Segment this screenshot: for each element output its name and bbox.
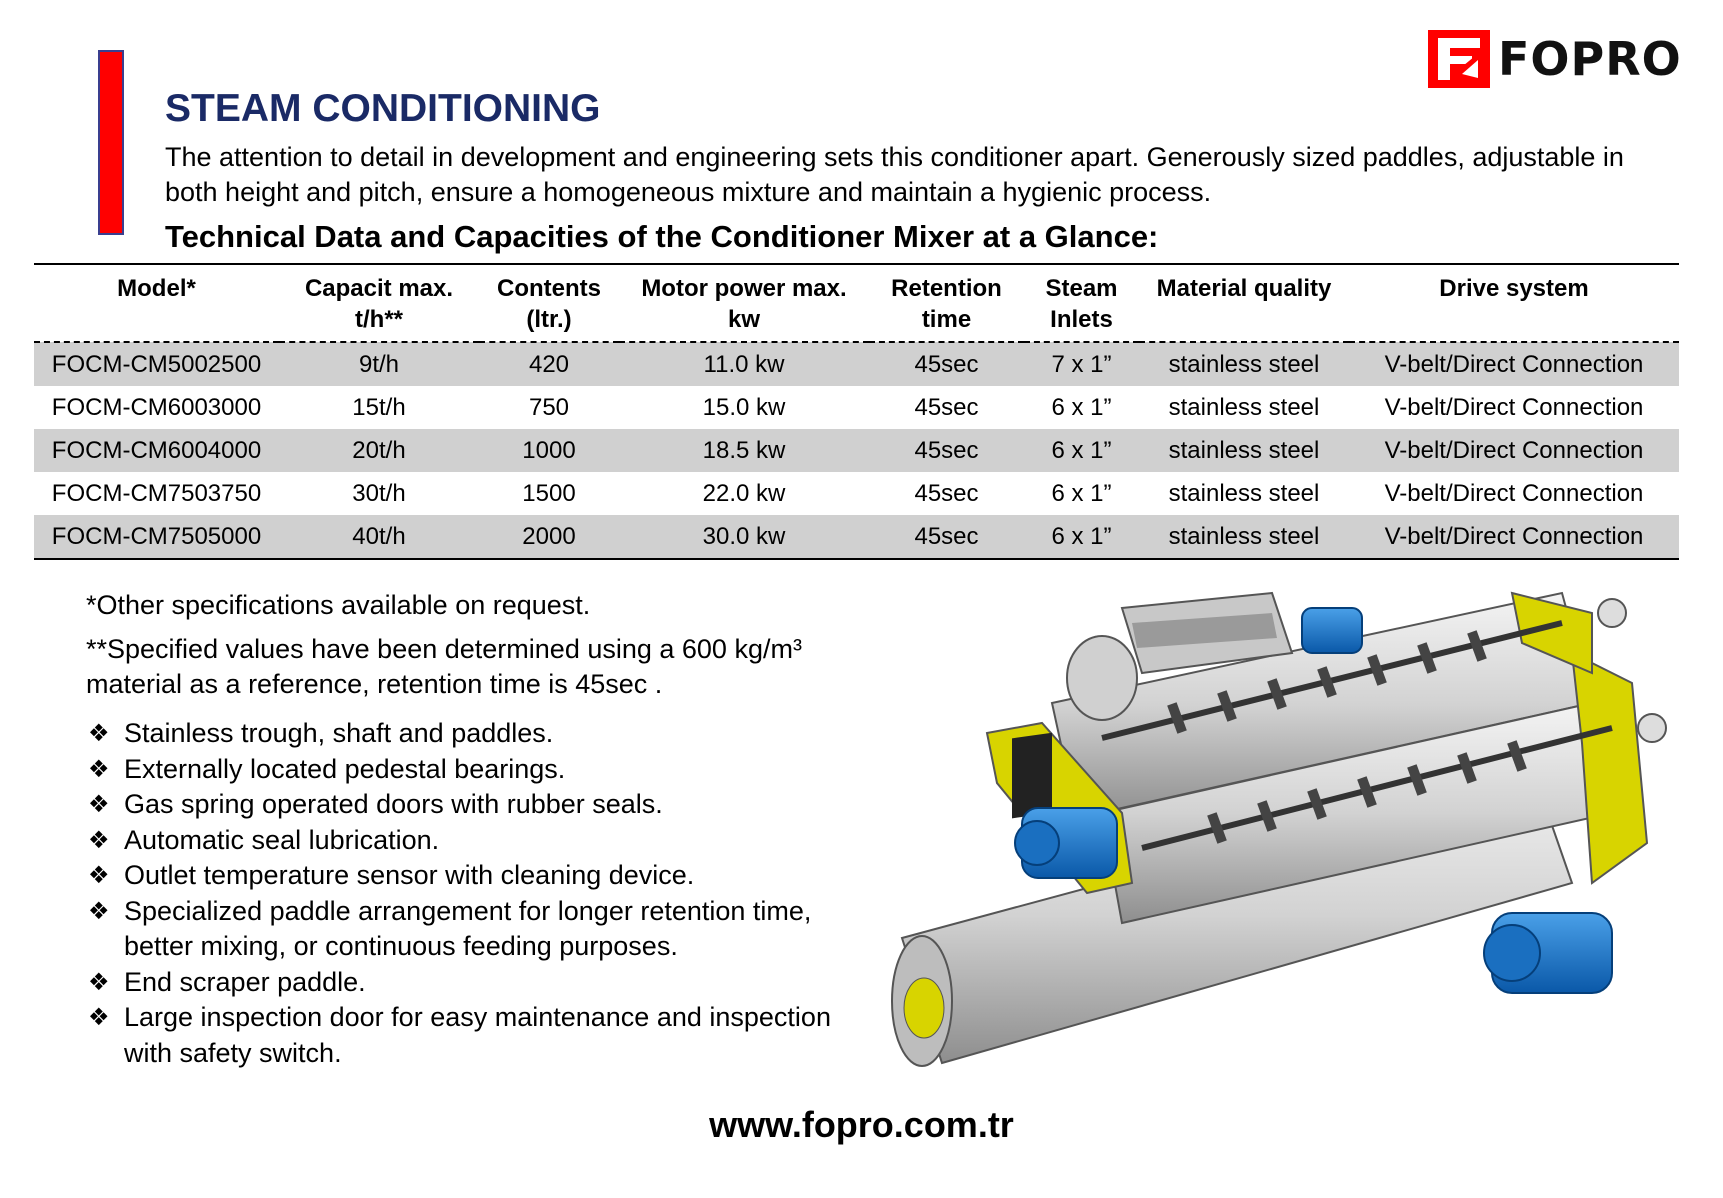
column-header-line: Contents (497, 275, 601, 302)
table-cell: 45sec (914, 480, 979, 507)
table-cell: 20t/h (352, 437, 406, 464)
table-cell: 420 (528, 351, 570, 378)
diamond-bullet-icon: ❖ (88, 791, 110, 818)
table-cell: FOCM-CM7503750 (51, 480, 262, 507)
column-header-line: Model* (117, 275, 196, 302)
column-header (34, 264, 279, 342)
table-cell: stainless steel (1168, 480, 1320, 507)
feature-item (86, 894, 886, 965)
feature-item (86, 716, 886, 752)
table-cell: 6 x 1” (1051, 437, 1112, 464)
feature-item (86, 752, 886, 788)
feature-list (86, 716, 886, 1071)
diamond-bullet-icon: ❖ (88, 755, 110, 783)
notes-section (86, 588, 886, 1071)
table-row (34, 472, 1679, 515)
table-cell: 45sec (914, 394, 979, 421)
table-cell: 9t/h (358, 351, 400, 378)
table-cell: 30t/h (352, 480, 406, 507)
column-header-line: t/h** (355, 306, 403, 333)
feature-item (86, 787, 886, 823)
conditioner-machine-illustration (872, 583, 1682, 1093)
accent-bar (98, 50, 124, 235)
feature-text: Externally located pedestal bearings. (124, 753, 566, 784)
feature-text: Stainless trough, shaft and paddles. (124, 718, 554, 748)
table-cell: V-belt/Direct Connection (1384, 394, 1644, 421)
table-cell: 30.0 kw (702, 523, 786, 550)
logo-text: FOPRO (1498, 32, 1682, 86)
table-cell: FOCM-CM6004000 (51, 437, 262, 464)
website-url: www.fopro.com.tr (709, 1104, 1014, 1145)
diamond-bullet-icon: ❖ (88, 968, 110, 996)
table-subtitle: Technical Data and Capacities of the Conditioner Mixer at a Glance: (165, 219, 1159, 254)
feature-text: End scraper paddle. (124, 966, 366, 997)
table-cell: FOCM-CM7505000 (51, 523, 262, 550)
table-row (34, 515, 1679, 559)
column-header (1024, 264, 1139, 342)
table-cell: V-belt/Direct Connection (1384, 480, 1644, 507)
table-cell: 7 x 1” (1051, 351, 1112, 378)
table-cell: 45sec (914, 523, 979, 550)
table-cell: FOCM-CM6003000 (51, 394, 262, 421)
column-header-line: Drive system (1439, 275, 1589, 302)
table-cell: V-belt/Direct Connection (1384, 523, 1644, 550)
table-row (34, 429, 1679, 472)
column-header-line: Inlets (1050, 306, 1113, 333)
column-header-line: (ltr.) (526, 306, 572, 333)
fopro-logo-mark-icon (1428, 30, 1490, 88)
column-header (479, 264, 619, 342)
column-header (279, 264, 479, 342)
table-cell: 750 (528, 394, 570, 421)
table-cell: 18.5 kw (702, 437, 786, 464)
column-header-line: Capacit max. (304, 275, 454, 302)
column-header-line: Retention (891, 275, 1002, 302)
spec-table (34, 263, 1679, 560)
note-specified-values: **Specified values have been determined using a 600 kg/m³ material as a reference, retention time is 45sec . (86, 634, 802, 699)
table-cell: 1000 (522, 437, 576, 464)
column-header-line: Motor power max. (641, 275, 847, 302)
table-cell: stainless steel (1168, 523, 1320, 550)
table-cell: 6 x 1” (1051, 394, 1112, 421)
spec-table-body (34, 342, 1679, 559)
column-header-line: time (921, 306, 972, 333)
table-cell: 6 x 1” (1051, 480, 1112, 507)
table-cell: 15.0 kw (702, 394, 786, 421)
table-cell: stainless steel (1168, 394, 1320, 421)
fopro-logo (1428, 28, 1682, 90)
column-header (1139, 264, 1349, 342)
feature-text: Outlet temperature sensor with cleaning device. (124, 860, 695, 890)
table-cell: V-belt/Direct Connection (1384, 437, 1644, 464)
diamond-bullet-icon: ❖ (88, 1004, 110, 1031)
table-cell: 45sec (914, 437, 979, 464)
table-cell: 1500 (522, 480, 576, 507)
diamond-bullet-icon: ❖ (88, 826, 110, 854)
table-cell: 22.0 kw (702, 480, 786, 507)
table-cell: 40t/h (352, 523, 406, 550)
column-header-line: kw (727, 306, 760, 333)
table-row (34, 342, 1679, 386)
table-cell: 11.0 kw (703, 351, 785, 378)
feature-text: Specialized paddle arrangement for longer retention time, better mixing, or continuous feeding purposes. (124, 895, 812, 961)
table-cell: stainless steel (1168, 351, 1320, 378)
table-cell: 45sec (914, 351, 979, 378)
feature-item (86, 1000, 886, 1071)
column-header (1349, 264, 1679, 342)
table-row (34, 386, 1679, 429)
page-title: STEAM CONDITIONING (165, 87, 601, 130)
table-cell: 6 x 1” (1051, 523, 1112, 550)
intro-paragraph: The attention to detail in development and engineering sets this conditioner apart. Generously sized paddles, adjustable in both height and pitch, ensure a homogeneous mixture and maintain a hygienic process. (165, 142, 1624, 207)
column-header-line: Steam (1045, 275, 1118, 302)
table-cell: V-belt/Direct Connection (1384, 351, 1644, 378)
feature-text: Large inspection door for easy maintenance and inspection with safety switch. (124, 1002, 831, 1068)
column-header-line: Material quality (1156, 275, 1332, 302)
table-cell: 15t/h (352, 394, 406, 421)
table-cell: 2000 (522, 523, 576, 550)
diamond-bullet-icon: ❖ (88, 897, 110, 925)
feature-item (86, 823, 886, 859)
column-header (619, 264, 869, 342)
feature-item (86, 965, 886, 1001)
diamond-bullet-icon: ❖ (88, 720, 110, 747)
table-cell: stainless steel (1168, 437, 1320, 464)
feature-text: Automatic seal lubrication. (124, 824, 440, 855)
diamond-bullet-icon: ❖ (88, 862, 110, 889)
feature-text: Gas spring operated doors with rubber seals. (124, 789, 663, 819)
note-other-specs: *Other specifications available on request. (86, 590, 591, 620)
column-header (869, 264, 1024, 342)
feature-item (86, 858, 886, 894)
spec-table-header (34, 264, 1679, 342)
table-cell: FOCM-CM5002500 (51, 351, 262, 378)
